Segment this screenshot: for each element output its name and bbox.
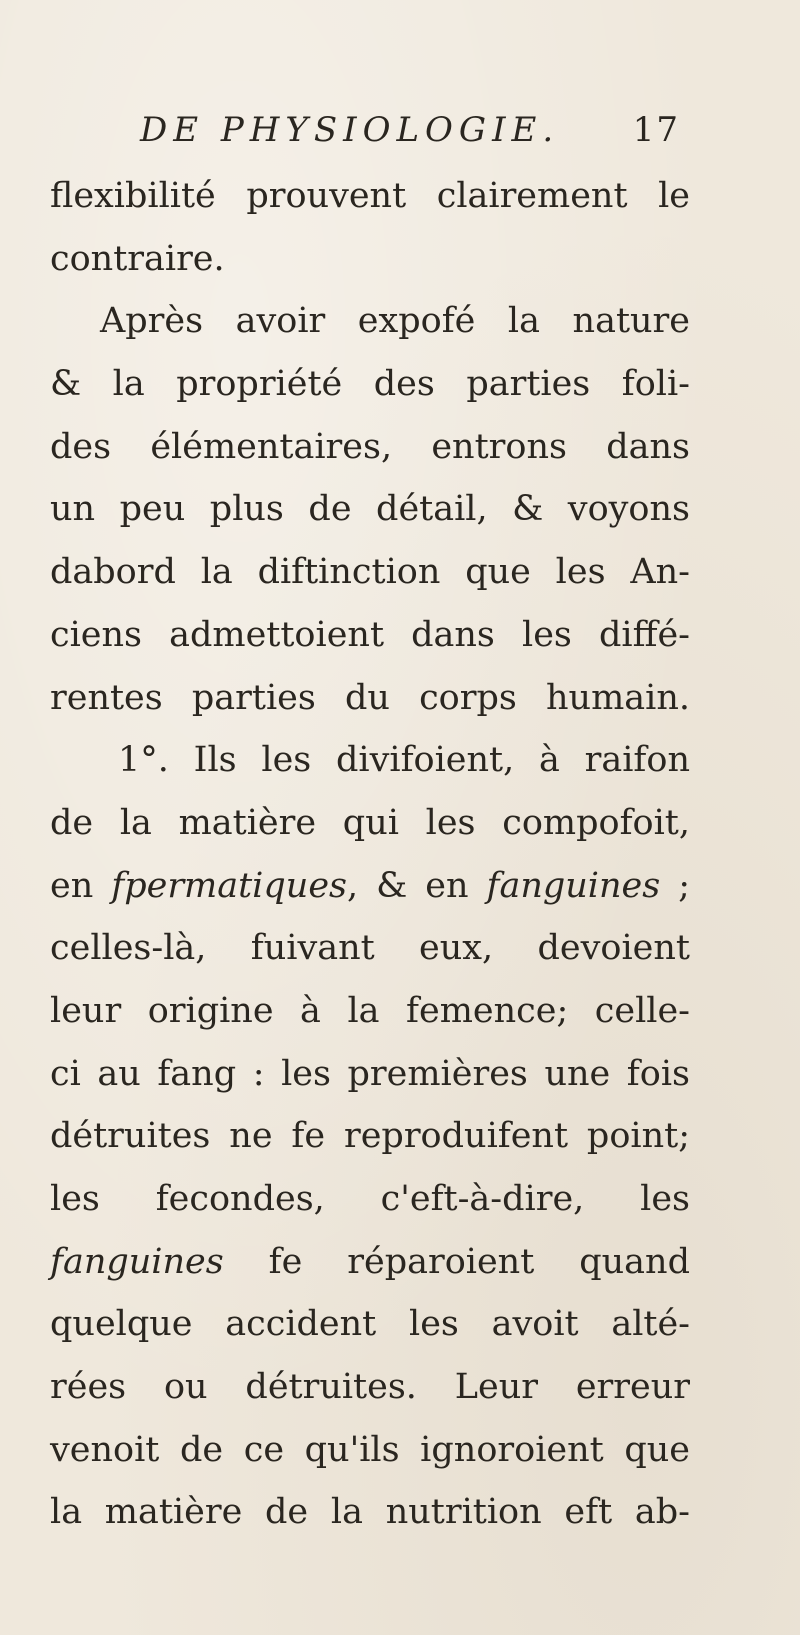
italic-term: fanguines: [50, 1241, 224, 1282]
text-line: de la matière qui les compofoit,: [50, 802, 690, 843]
text-line: 1°. Ils les divifoient, à raifon: [118, 740, 690, 781]
text-line: flexibilité prouvent clairement le: [50, 176, 690, 216]
text-line: & la propriété des parties foli-: [50, 364, 690, 405]
text-line: dabord la diftinction que les An-: [50, 552, 690, 593]
text-line: contraire.: [50, 238, 225, 279]
text-line: ci au fang : les premières une fois: [50, 1053, 690, 1094]
text-line: [50, 855, 690, 918]
text-line: quelque accident les avoit alté-: [50, 1304, 690, 1345]
text-line: leur origine à la femence; celle-: [50, 990, 690, 1031]
text-fragment: fe réparoient quand: [223, 1241, 690, 1282]
text-line: des élémentaires, entrons dans: [50, 426, 690, 467]
text-line: celles-là, fuivant eux, devoient: [50, 928, 690, 969]
text-fragment: , & en: [347, 865, 487, 906]
body-text: [50, 165, 690, 1544]
text-fragment: ;: [660, 865, 690, 906]
text-line: venoit de ce qu'ils ignoroient que: [50, 1429, 690, 1470]
text-line: ciens admettoient dans les diffé-: [50, 614, 690, 655]
italic-term: fpermatiques: [111, 865, 347, 906]
text-line: les fecondes, c'eft-à-dire, les: [50, 1179, 690, 1219]
page-number: 17: [632, 110, 680, 150]
text-line: la matière de la nutrition eft ab-: [50, 1492, 690, 1533]
text-line: [50, 1231, 690, 1294]
running-head-title: DE PHYSIOLOGIE.: [140, 110, 560, 150]
text-line: un peu plus de détail, & voyons: [50, 489, 690, 530]
text-line: rentes parties du corps humain.: [50, 677, 690, 718]
text-line: détruites ne fe reproduifent point;: [50, 1116, 690, 1157]
running-head: [140, 110, 700, 160]
text-line: Après avoir expofé la nature: [100, 301, 690, 342]
text-fragment: en: [50, 865, 112, 906]
text-line: rées ou détruites. Leur erreur: [50, 1367, 690, 1408]
italic-term: fanguines: [486, 865, 661, 906]
